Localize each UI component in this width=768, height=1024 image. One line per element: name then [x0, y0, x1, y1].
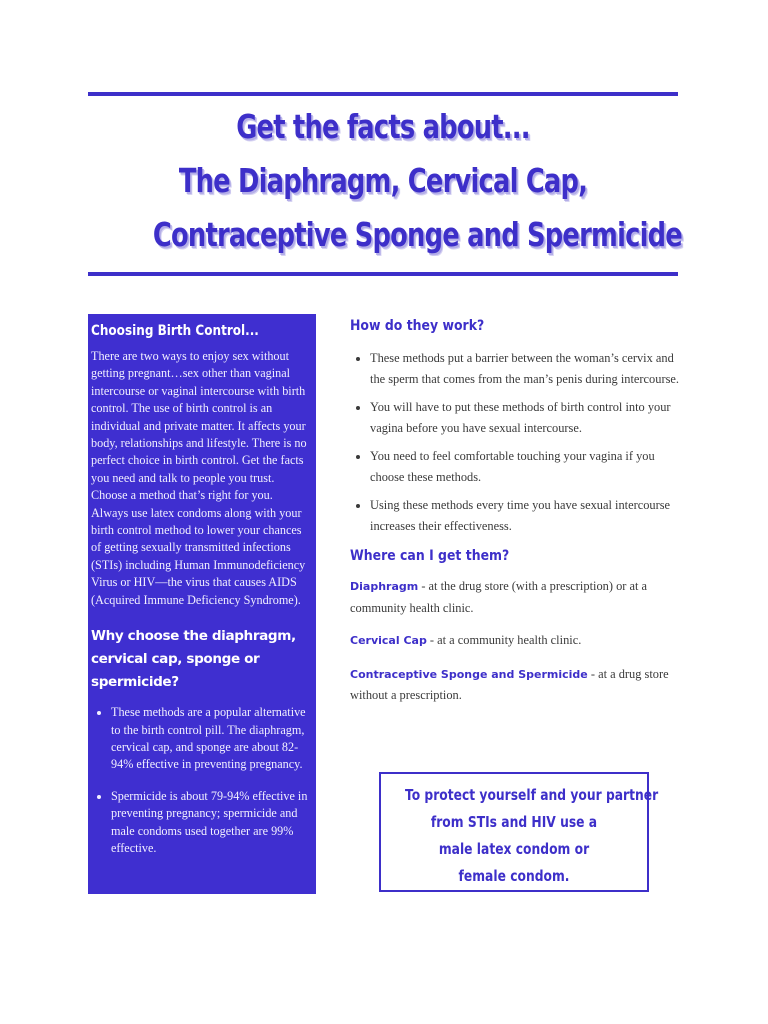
top-rule	[88, 92, 678, 96]
list-item: • Spermicide is about 79-94% effective in preventing pregnancy; spermicide and male condoms used together are 99% effective.	[111, 788, 310, 858]
protect-line-4: female condom.	[458, 867, 570, 885]
list-item: • These methods are a popular alternative to the birth control pill. The diaphragm, cervical cap, and sponge are about 82-94% effective in preventing pregnancy.	[111, 704, 310, 774]
why-heading: Why choose the diaphragm, cervical cap, sponge or spermicide?	[91, 628, 296, 691]
location-term: Contraceptive Sponge and Spermicide	[350, 667, 588, 681]
protect-callout	[379, 772, 659, 892]
location-text: - at a drug store without a prescription.	[350, 666, 669, 702]
right-column	[350, 314, 680, 718]
choosing-heading: Choosing Birth Control...	[91, 323, 259, 339]
title-line-1: Get the facts about...	[236, 107, 530, 146]
list-item: • These methods put a barrier between the woman’s cervix and the sperm that comes from the man’s penis during intercourse.	[370, 348, 680, 389]
where-heading: Where can I get them?	[350, 548, 510, 564]
list-item: • You need to feel comfortable touching your vagina if you choose these methods.	[370, 446, 680, 487]
location-text: - at the drug store (with a prescription) or at a community health clinic.	[350, 579, 648, 615]
title-block	[88, 100, 682, 270]
flyer-page	[88, 92, 682, 894]
bottom-rule	[88, 272, 678, 276]
list-item: • Using these methods every time you have sexual intercourse increases their effectiveness.	[370, 495, 680, 536]
location-term: Cervical Cap	[350, 634, 427, 647]
list-item: • You will have to put these methods of birth control into your vagina before you have sexual intercourse.	[370, 397, 680, 438]
protect-line-2: from STIs and HIV use a	[430, 813, 598, 831]
title-line-3: Contraceptive Sponge and Spermicide	[152, 215, 682, 254]
protect-line-1: To protect yourself and your partner	[404, 786, 659, 804]
left-panel	[88, 314, 316, 894]
location-cervical-cap	[350, 630, 680, 652]
location-text: - at a community health clinic.	[426, 633, 582, 647]
location-diaphragm	[350, 576, 680, 618]
how-list	[350, 348, 680, 536]
title-line-2: The Diaphragm, Cervical Cap,	[178, 161, 588, 200]
location-term: Diaphragm	[350, 580, 419, 593]
why-list	[91, 704, 310, 857]
location-sponge-spermicide	[350, 664, 680, 706]
choosing-paragraph: There are two ways to enjoy sex without getting pregnant…sex other than vaginal intercourse or vaginal intercourse with birth control. The use of birth control is an individual and private matter. It affects your body, relationships and lifestyle. There is no perfect choice in birth control. Get the facts you need and talk to people you trust. Choose a method that’s right for you. Always use latex condoms along with your birth control method to lower your chances of getting sexually transmitted infections (STIs) including Human Immunodeficiency Virus or HIV—the virus that causes AIDS (Acquired Immune Deficiency Syndrome).	[91, 349, 307, 607]
how-heading: How do they work?	[350, 318, 485, 334]
protect-line-3: male latex condom or	[438, 840, 590, 858]
